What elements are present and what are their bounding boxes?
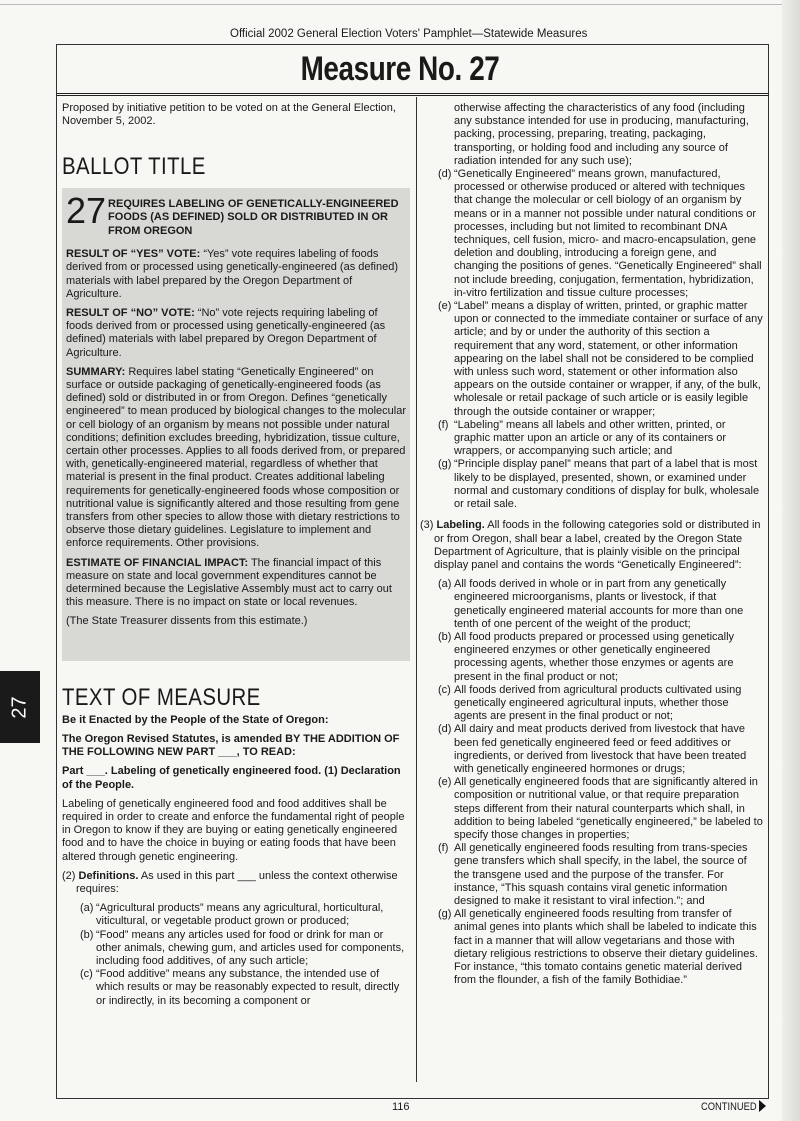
no-vote-label: RESULT OF “NO” VOTE: (66, 306, 195, 319)
list-item (438, 300, 763, 419)
item-label: (a) (80, 902, 94, 915)
box-title: REQUIRES LABELING OF GENETICALLY-ENGINEERED FOODS (AS DEFINED) SOLD OR DISTRIBUTED IN OR FROM OREGON (108, 197, 399, 237)
left-definitions-list (62, 902, 410, 1008)
list-item (438, 723, 763, 776)
item-text: “Labeling” means all labels and other written, printed, or graphic matter upon an article or any of its containers or wrappers, or accompanying such article; and (454, 418, 727, 458)
item-label: (b) (80, 928, 94, 941)
title-rule (56, 93, 769, 96)
box-measure-number: 27 (66, 189, 107, 231)
right-column (420, 102, 763, 987)
item-label: (a) (438, 578, 452, 591)
summary-label: SUMMARY: (66, 365, 126, 378)
page-edge-shadow (782, 0, 800, 1121)
list-item (438, 842, 763, 908)
item-text: “Genetically Engineered” means grown, manufactured, processed or otherwise produced or altered with techniques that change the molecular or cell biology of an organism by means or in a manner not possible under natural conditions or processes, including but not limited to recombinant DNA techniques, cell fusion, micro- and macro-encapsulation, gene deletion and doubling, introducing a foreign gene, and changing the positions of genes. “Genetically Engineered” shall not include breeding, conjugation, fermentation, hybridization, in-vitro fertilization and tissue culture processes; (454, 168, 762, 299)
item-label: (d) (438, 723, 452, 736)
list-item (438, 578, 763, 631)
measure-side-tab (0, 671, 40, 743)
definitions-text: As used in this part ___ unless the context otherwise requires: (76, 869, 398, 896)
part-heading: Part ___. Labeling of genetically engineered food. (1) Declaration of the People. (62, 765, 401, 791)
financial-impact (66, 557, 406, 610)
labeling-prefix: (3) (420, 519, 437, 532)
ballot-title-box (62, 188, 410, 661)
labeling-label: Labeling. (436, 519, 485, 532)
item-text: All foods derived from agricultural products cultivated using genetically engineered agricultural inputs, whether those agents are present in the final product or not; (454, 683, 742, 723)
list-item (438, 908, 763, 987)
list-item (438, 458, 763, 511)
list-item (80, 929, 410, 969)
list-item (80, 968, 410, 1008)
summary (66, 366, 406, 551)
definitions-intro (62, 870, 410, 896)
labeling-intro (420, 519, 763, 572)
continued-arrow-icon (759, 1100, 766, 1112)
column-divider (416, 97, 417, 1082)
text-of-measure-heading: TEXT OF MEASURE (62, 683, 261, 711)
yes-vote-result (66, 248, 406, 301)
item-text: All genetically engineered foods resulting from transfer of animal genes into plants which shall be labeled to indicate this fact in a manner that will allow vegetarians and those with dietary religious restrictions to observe their dietary guidelines. For instance, “this tomato contains genetic material derived from the flounder, a fish of the family Bothidiae.” (454, 908, 758, 987)
measure-title: Measure No. 27 (300, 50, 500, 88)
list-item (438, 776, 763, 842)
list-item (80, 902, 410, 928)
statute-amendment: The Oregon Revised Statutes, is amended BY THE ADDITION OF THE FOLLOWING NEW PART ___, TO READ: (62, 733, 400, 759)
no-vote-result (66, 307, 406, 360)
item-text: “Food additive” means any substance, the intended use of which results or may be reasonably expected to result, directly or indirectly, in its becoming a component or (96, 968, 400, 1007)
item-label: (d) (438, 168, 452, 181)
item-label: (c) (438, 683, 451, 696)
right-definitions-list (420, 102, 763, 511)
list-item (438, 631, 763, 684)
item-text: “Agricultural products” means any agricultural, horticultural, viticultural, or vegetable product grown or produced; (96, 902, 384, 928)
ballot-title-heading: BALLOT TITLE (62, 153, 206, 181)
item-text: All genetically engineered foods that are significantly altered in composition or nutritional value, or that require preparation steps different from their natural counterparts which shall, in addition to being labeled “genetically engineered,” be labeled to specify those changes in properties; (454, 776, 763, 841)
item-label: (g) (438, 458, 452, 471)
financial-impact-label: ESTIMATE OF FINANCIAL IMPACT: (66, 556, 249, 569)
item-label: (f) (438, 418, 449, 431)
side-tab-number: 27 (8, 695, 31, 719)
list-item (438, 684, 763, 724)
no-vote-text: “No” vote rejects requiring labeling of foods derived from or processed using genetically-engineered (as defined) materials with label prepared by Oregon Department of Agriculture. (66, 306, 386, 359)
item-label: (b) (438, 630, 452, 643)
treasurer-dissent: (The State Treasurer dissents from this estimate.) (66, 615, 308, 628)
item-text: “Principle display panel” means that part of a label that is most likely to be displayed, presented, shown, or examined under normal and customary conditions of display for bulk, wholesale or retail sale. (454, 458, 760, 511)
item-label: (f) (438, 842, 449, 855)
continued-label: CONTINUED (701, 1101, 757, 1113)
running-header: Official 2002 General Election Voters' Pamphlet—Statewide Measures (230, 28, 588, 40)
item-label: (g) (438, 908, 452, 921)
declaration-text: Labeling of genetically engineered food and food additives shall be required in order to create and enforce the fundamental right of people in Oregon to know if they are buying or eating genetically engineered food and to have the choice in buying or eating foods that have been altered through genetic engineering. (62, 797, 405, 863)
yes-vote-label: RESULT OF “YES” VOTE: (66, 248, 201, 261)
continued-definition-text: otherwise affecting the characteristics of any food (including any substance intended for use in producing, manufacturing, packing, processing, preparing, treating, packaging, transporting, or holding food and including any source of radiation intended for any such use); (454, 102, 749, 167)
item-text: “Food” means any articles used for food or drink for man or other animals, chewing gum, and articles used for components, including food additives, of any such article; (96, 928, 405, 968)
item-label: (e) (438, 300, 452, 313)
top-rule (0, 4, 800, 5)
left-column (62, 102, 410, 1008)
labeling-categories-list (420, 578, 763, 987)
box-title-row (66, 189, 406, 239)
intro-text: Proposed by initiative petition to be voted on at the General Election, November 5, 2002. (62, 102, 396, 128)
page-number: 116 (392, 1101, 410, 1113)
definitions-label: Definitions. (78, 869, 139, 882)
item-label: (c) (80, 968, 93, 981)
item-text: “Label” means a display of written, printed, or graphic matter upon or connected to the immediate container or surface of any article; and by or under the authority of this section a requirement that any word, statement, or other information appearing on the label shall not be considered to be complied with unless such word, statement or other information also appears on the outside container or wrapper, if any, of the bulk, wholesale or retail package of such article or is easily legible through the outside container or wrapper; (454, 300, 763, 418)
item-text: All food products prepared or processed using genetically engineered enzymes or other genetically engineered processing agents, whether those enzymes or agents are present in the final product or not; (454, 630, 735, 683)
financial-impact-text: The financial impact of this measure on state and local government expenditures cannot be determined because the Legislative Assembly must act to carry out this measure. There is no impact on state or local revenues. (66, 556, 392, 609)
item-label: (e) (438, 776, 452, 789)
enacting-clause: Be it Enacted by the People of the State of Oregon: (62, 713, 329, 726)
item-text: All foods derived in whole or in part from any genetically engineered microorganisms, plants or livestock, if that genetically engineered material accounts for more than one tenth of one percent of the weight of the product; (454, 578, 744, 630)
labeling-text: All foods in the following categories sold or distributed in or from Oregon, shall bear a label, created by the Oregon State Department of Agriculture, that is plainly visible on the principal display panel and contains the words “Genetically Engineered”: (434, 519, 761, 571)
item-text: All genetically engineered foods resulting from trans-species gene transfers which shall specify, in the label, the source of the transgene used and the purpose of the transfer. For instance, “This squash contains viral genetic information designed to make it resistant to viral infection.”; and (454, 842, 748, 907)
item-text: All dairy and meat products derived from livestock that have been fed genetically engineered feed or feed additives or ingredients, or derived from livestock that have been treated with genetically engineered hormones or drugs; (454, 723, 747, 775)
summary-text: Requires label stating “Genetically Engineered” on surface or outside packaging of genetically-engineered foods (as defined) sold or distributed in or from Oregon. Defines “genetically engineered” to mean produced by biological changes to the molecular or cell biology of an organism by means not possible under natural conditions; definition excludes breeding, hybridization, tissue culture, certain other processes. Applies to all foods derived from, or prepared with, genetically-engineered material, regardless of whether that material is present in the final product. Creates additional labeling requirements for genetically-engineered foods whose composition or nutritional value is significantly altered and those resulting from gene transfers from other species to allow those with dietary restrictions to observe those dietary guidelines. Legislature to implement and enforce requirements. Other provisions. (66, 365, 406, 550)
list-item (438, 168, 763, 300)
definitions-prefix: (2) (62, 869, 79, 882)
yes-vote-text: “Yes” vote requires labeling of foods derived from or processed using genetically-engineered (as defined) materials with label prepared by the Oregon Department of Agriculture. (66, 248, 399, 300)
list-item (438, 419, 763, 459)
